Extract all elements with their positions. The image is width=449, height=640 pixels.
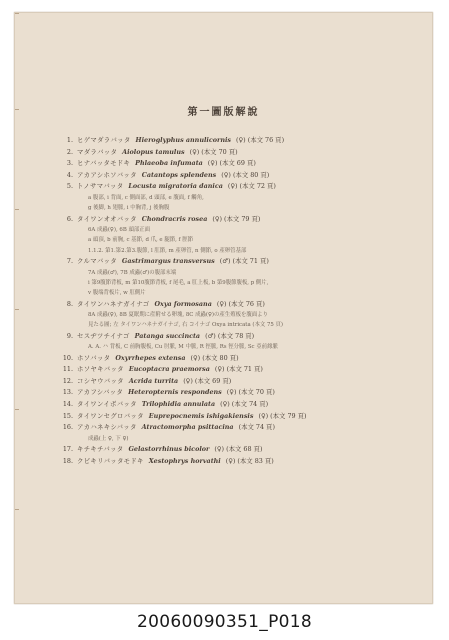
text-reference: (♂) (本文 78 頁) [205,331,255,340]
plate-entry [60,376,420,388]
scientific-name: Catantops splendens [141,170,217,179]
plate-entry [60,135,420,147]
japanese-name: アカアシホソバッタ [77,170,137,179]
scientific-name: Oxyrrhepes extensa [115,353,186,362]
scientific-name: Patanga succincta [134,331,201,340]
entry-number: 14. [62,399,73,408]
scientific-name: Chondracris rosea [141,214,208,223]
plate-entry [60,147,420,159]
text-reference: (♀) (本文 70 頁) [189,147,238,156]
text-reference: (♀) (本文 69 頁) [207,159,256,168]
plate-explanation-list [60,135,420,467]
text-reference: (♀) (本文 79 頁) [212,214,261,223]
japanese-name: タイワンオオバッタ [77,214,137,223]
entry-detail: g 後脚, h 翅脈, i 中胸背, j 後胸腹 [88,205,170,212]
scientific-name: Xestophrys horvathi [148,456,221,465]
entry-number: 12. [62,376,73,385]
japanese-name: タイワンイボバッタ [77,399,137,408]
entry-detail: i 第9腹節背板, m 第10腹節背板, f 尾毛, a 肛上板, b 第9腹節腹板, p 側片, [88,279,269,286]
entry-number: 13. [62,388,73,397]
plate-entry [60,181,420,193]
text-reference: (♀) (本文 76 頁) [236,136,285,144]
edge-mark [15,13,19,14]
edge-mark [15,309,19,310]
page-title: 第一圖版解說 [187,107,260,118]
japanese-name: セスヂツチイナゴ [77,331,130,340]
plate-entry [60,256,420,268]
entry-number: 15. [62,411,73,420]
japanese-name: ヒナバッタモドキ [77,159,131,168]
japanese-name: マダラバッタ [77,147,118,156]
plate-entry [60,456,420,468]
plate-entry [60,331,420,343]
plate-entry [60,444,420,456]
plate-entry [60,411,420,423]
japanese-name: コシヤウバッタ [77,376,124,385]
scientific-name: Atractomorpha psittacina [141,423,234,432]
plate-entry [60,158,420,170]
japanese-name: アカフシバッタ [77,388,124,397]
text-reference: (♀) (本文 83 頁) [225,456,274,465]
plate-entry [60,364,420,376]
scientific-name: Oxya formosana [154,299,212,308]
scientific-name: Hieroglyphus annulicornis [135,136,232,144]
edge-mark [15,409,19,410]
entry-number: 5. [66,182,73,191]
entry-number: 7. [66,257,73,266]
entry-detail: 成蟲(上 ♀, 下 ♀) [88,435,129,442]
scientific-name: Gastrimargus transversus [121,257,215,266]
scientific-name: Aiolopus tamulus [122,147,185,156]
plate-entry [60,353,420,365]
text-reference: (本文 74 頁) [238,423,275,432]
plate-entry [60,299,420,311]
plate-entry [60,170,420,182]
entry-number: 3. [66,159,73,168]
plate-entry [60,422,420,434]
japanese-name: アカハネキシバッタ [77,423,137,432]
entry-number: 18. [62,456,73,465]
text-reference: (♀) (本文 79 頁) [258,411,307,420]
entry-detail: a 腹部, i 背面, c 側面部, d 頭部, e 腹面, f 觸角, [88,194,204,201]
entry-number: 17. [62,445,73,454]
text-reference: (♂) (本文 71 頁) [219,257,269,266]
text-reference: (♀) (本文 72 頁) [227,182,276,191]
scientific-name: Heteropternis respondens [128,388,222,397]
japanese-name: ホソバッタ [77,353,111,362]
japanese-name: クビキリバッタモドキ [77,456,144,465]
text-reference: (♀) (本文 80 頁) [221,170,270,179]
document-page [14,12,433,604]
scientific-name: Acrida turrita [128,376,179,385]
entry-number: 4. [66,170,73,179]
scientific-name: Trilophidia annulata [141,399,216,408]
japanese-name: クルマバッタ [77,257,117,266]
text-reference: (♀) (本文 76 頁) [216,299,265,308]
japanese-name: ヒゲマダラバッタ [77,136,131,144]
japanese-name: タイワンハネナガイナゴ [77,299,150,308]
plate-entry [60,214,420,226]
entry-detail: 1.1.2. 第1.第2.第3.腹節, l 肛節, m 產卵管, n 側節, o 產卵管基部 [88,247,247,254]
archive-id-caption: 20060090351_P018 [137,612,312,632]
japanese-name: タイワンセグロバッタ [77,411,144,420]
japanese-name: ホソヤキバッタ [77,365,124,374]
japanese-name: トノサマバッタ [77,182,124,191]
japanese-name: キチキチバッタ [77,445,124,454]
entry-number: 11. [62,365,73,374]
entry-number: 1. [66,136,73,144]
entry-number: 2. [66,147,73,156]
entry-detail: 6A 成蟲(♀), 6B 頭部正面 [88,227,151,234]
entry-detail: 7A 成蟲(♂), 7B 成蟲(♂)の腹部末端 [88,269,177,276]
plate-entry [60,399,420,411]
scientific-name: Eucoptacra praemorsa [128,365,210,374]
entry-detail: 8A 成蟲(♀), 8B 夏眠期に産附せる卵塊, 8C 成蟲(♀)の產生殖板を腹面より [88,312,268,319]
text-reference: (♀) (本文 74 頁) [220,399,269,408]
entry-number: 10. [62,353,73,362]
text-reference: (♀) (本文 80 頁) [190,353,239,362]
edge-mark [15,509,19,510]
text-reference: (♀) (本文 71 頁) [214,365,263,374]
entry-detail: v 腹端背板片, w 肛側片 [88,290,146,297]
text-reference: (♀) (本文 70 頁) [226,388,275,397]
scientific-name: Euprepocnemis ishigakiensis [148,411,254,420]
text-reference: (♀) (本文 68 頁) [214,445,263,454]
entry-number: 9. [66,331,73,340]
scientific-name: Phlaeoba infumata [135,159,203,168]
entry-number: 6. [66,214,73,223]
scientific-name: Locusta migratoria danica [128,182,223,191]
edge-mark [15,209,19,210]
text-reference: (♀) (本文 69 頁) [183,376,232,385]
scientific-name: Gelastorrhinus bicolor [128,445,210,454]
entry-number: 8. [66,299,73,308]
entry-detail: 見たる圖; 左 タイワンハネナガイナゴ, 右 コイナゴ Oxya intricata (本文 75 頁) [88,322,284,329]
entry-number: 16. [62,423,73,432]
entry-detail: A. A. ハ 背板, C 前胸腹板, Cu 肘脈, M 中脈, R 徑脈, Rs 徑分脈, Sc 亞前緣脈 [88,344,278,351]
plate-entry [60,387,420,399]
entry-detail: a 頭頂, b 前胸, c 基節, d 爪, e 腿節, f 脛節 [88,237,194,244]
